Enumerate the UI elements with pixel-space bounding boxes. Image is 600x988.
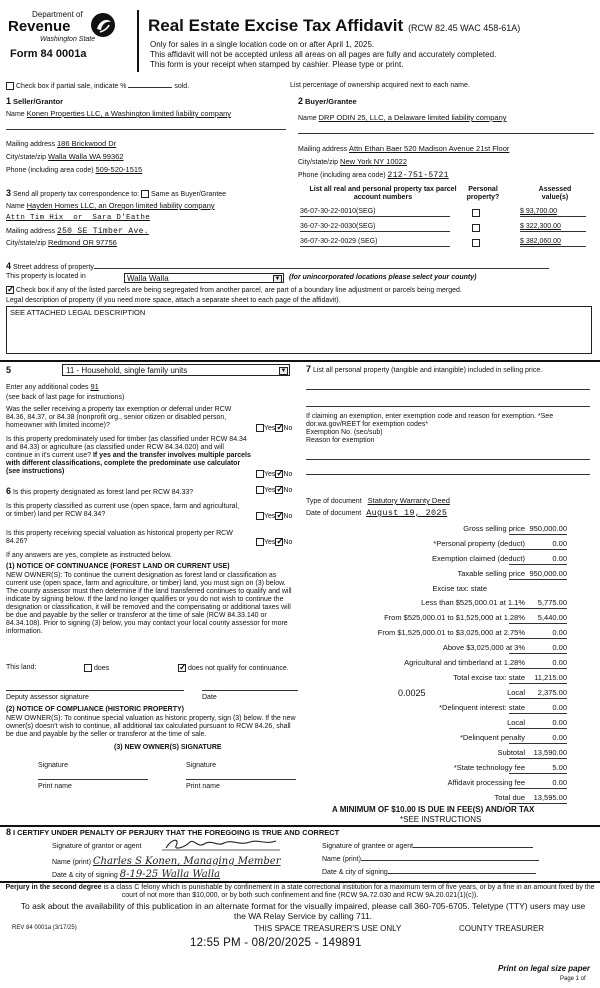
legal-desc-label: Legal description of property (if you need more space, attach a separate sheet to each page of the affidavit). (6, 296, 341, 304)
seller-section (6, 96, 286, 175)
new-owner-sig-title: (3) NEW OWNER(S) SIGNATURE (114, 744, 222, 751)
section-5-number: 5 (6, 365, 12, 375)
parcels-col1-header: List all real and personal property tax parcel account numbers (309, 186, 457, 202)
this-land-label: This land: (6, 664, 37, 671)
yes-label: Yes (264, 486, 276, 494)
location-select-value: Walla Walla (127, 274, 169, 284)
tax-corr-city-label: City/state/zip (6, 239, 47, 247)
buyer-section (298, 96, 594, 180)
fee-value[interactable]: 11,215.00 (509, 674, 567, 684)
fee-value[interactable]: 0.00 (509, 540, 567, 550)
current-use-yes-checkbox[interactable] (256, 512, 264, 520)
notice-compliance-title: (2) NOTICE OF COMPLIANCE (HISTORIC PROPERTY) (6, 706, 184, 713)
fee-value[interactable]: 5,775.00 (509, 599, 567, 609)
fee-label: Above $3,025,000 at 3% (442, 643, 525, 652)
section-divider (0, 881, 600, 883)
dept-big: Revenue (8, 18, 71, 35)
section-8-number: 8 (6, 827, 12, 837)
county-treasurer-label: COUNTY TREASURER (459, 924, 545, 933)
buyer-phone-label: Phone (including area code) (298, 172, 386, 180)
does-label: does (93, 664, 110, 672)
header-divider (137, 10, 139, 72)
parcels-col2-header: Personal property? (466, 186, 500, 202)
tax-corr-name-field[interactable]: Hayden Homes LLC, an Oregon limited liability company (26, 201, 215, 211)
buyer-city-label: City/state/zip (298, 159, 339, 167)
fee-value[interactable]: 950,000.00 (509, 570, 567, 580)
doc-date-field[interactable]: August 19, 2025 (366, 508, 448, 518)
revenue-swirl-icon (90, 12, 116, 38)
dor-logo (6, 10, 131, 70)
yes-label: Yes (264, 538, 276, 546)
subtitle-2: This affidavit will not be accepted unless all areas on all pages are fully and accurately completed. (150, 50, 497, 59)
seller-heading: Seller/Grantor (12, 97, 63, 106)
fee-value[interactable]: 13,590.00 (509, 749, 567, 759)
personal-property-checkbox[interactable] (472, 224, 480, 232)
no-label: No (283, 424, 293, 432)
tax-corr-text: Send all property tax correspondence to: (12, 191, 140, 198)
parcels-col3-header: Assessed value(s) (538, 186, 572, 202)
assessed-value[interactable]: $ 322,300.00 (520, 223, 586, 232)
grantor-sig-label: Signature of grantor or agent (52, 843, 142, 850)
subtitle-3: This form is your receipt when stamped by cashier. Please type or print. (150, 60, 404, 69)
does-not-label: does not qualify for continuance. (187, 664, 289, 672)
seller-phone-label: Phone (including area code) (6, 167, 94, 175)
uninc-note: (for unincorporated locations please select your county) (289, 274, 477, 282)
tax-corr-mail-label: Mailing address (6, 227, 56, 235)
fee-row (310, 585, 595, 597)
state-label: Washington State (40, 36, 96, 43)
fee-label: Local (507, 688, 525, 697)
grantee-date-row (322, 869, 536, 877)
segregation-label: Check box if any of the listed parcels are being segregated from another parcel, are part of a boundary line adjustment or parcels being merged. (15, 286, 462, 294)
partial-sale-row (6, 82, 189, 91)
doc-date-row (306, 509, 447, 519)
fee-value[interactable]: 0.00 (509, 704, 567, 714)
buyer-city-field[interactable]: New York NY 10022 (340, 157, 408, 167)
fee-value[interactable]: 0.00 (509, 779, 567, 789)
fee-row (310, 779, 595, 791)
use-code-select[interactable] (62, 364, 290, 376)
fee-value[interactable]: 5.00 (509, 764, 567, 774)
fee-row (310, 525, 595, 537)
grantor-date-label: Date & city of signing (52, 872, 118, 879)
perjury-bold: Perjury in the second degree (5, 884, 102, 891)
location-select[interactable] (124, 273, 284, 283)
fee-value[interactable]: 0.00 (509, 644, 567, 654)
seller-mail-label: Mailing address (6, 141, 56, 149)
assessed-value[interactable]: $ 93,700.00 (520, 208, 586, 217)
buyer-heading: Buyer/Grantee (304, 97, 357, 106)
q1-yes-checkbox[interactable] (256, 424, 264, 432)
fee-row (310, 749, 595, 761)
fee-label: *Personal property (deduct) (433, 539, 525, 548)
form-number: Form 84 0001a (10, 48, 87, 60)
tax-corr-attn-field[interactable]: Attn Tim Hix or Sara D'Eathe (6, 214, 151, 223)
fee-label: Less than $525,000.01 at 1.1% (421, 598, 525, 607)
same-as-buyer-checkbox[interactable] (141, 190, 149, 198)
fee-row (310, 764, 595, 776)
tax-corr-city-field[interactable]: Redmond OR 97756 (48, 237, 117, 247)
tax-corr-name-label: Name (6, 203, 25, 211)
q2-yes-checkbox[interactable] (256, 470, 264, 478)
owner-signature-label-1: Signature (38, 762, 68, 769)
doc-type-field[interactable]: Statutory Warranty Deed (367, 496, 450, 505)
personal-property-checkbox[interactable] (472, 209, 480, 217)
grantee-sig-label: Signature of grantee or agent (322, 843, 414, 850)
seller-city-field[interactable]: Walla Walla WA 99362 (48, 152, 124, 162)
legal-size-note: Print on legal size paper (498, 964, 591, 973)
rev-label: REV 84 0001a (3/17/25) (12, 925, 77, 931)
land-does-checkbox[interactable] (84, 664, 92, 672)
parcel-number[interactable]: 36-07-30-22-0029 (SEG) (300, 238, 450, 247)
fee-row (310, 734, 595, 746)
section-2-number: 2 (298, 96, 304, 106)
grantee-sig-row (322, 843, 533, 851)
grantee-name-row (322, 856, 539, 864)
title-code: (RCW 82.45 WAC 458-61A) (408, 23, 521, 33)
section-7-number: 7 (306, 364, 312, 374)
fee-label: *State technology fee (453, 763, 525, 772)
buyer-name-label: Name (298, 115, 317, 123)
fee-value[interactable]: 0.00 (509, 719, 567, 729)
grantor-sig-row (52, 843, 142, 851)
deputy-date-label: Date (202, 694, 217, 701)
grantor-name-field[interactable]: Charles S Konen, Managing Member (92, 856, 281, 867)
perjury-body: is a class C felony which is punishable by confinement in a state correctional institution for a maximum term of five years, or by a fine in an amount fixed by the court of not more than $10,000, or by both such confinement and fine (RCW 9A.72.030 and RCW 9A.20.021(1)(c)). (103, 884, 595, 900)
sold-label: sold. (174, 82, 190, 90)
no-label: No (283, 538, 293, 546)
grantor-signature[interactable] (162, 836, 280, 852)
section-7 (306, 364, 594, 475)
fee-label: From $1,525,000.01 to $3,025,000 at 2.75% (377, 628, 525, 637)
section-3-number: 3 (6, 188, 12, 198)
street-section (6, 261, 594, 354)
grantee-name-label: Name (print) (322, 856, 361, 863)
section-divider (0, 360, 600, 362)
fee-label: Gross selling price (463, 524, 525, 533)
use-code-value: 11 - Household, single family units (66, 366, 188, 375)
historic-yes-checkbox[interactable] (256, 538, 264, 546)
chevron-down-icon[interactable]: ▼ (280, 368, 287, 374)
seller-phone-field[interactable]: 509-520-1515 (95, 165, 143, 175)
seller-name-field[interactable]: Konen Properties LLC, a Washington limited liability company (26, 109, 232, 119)
see-back-note: (see back of last page for instructions) (6, 394, 125, 401)
perjury-text (2, 884, 598, 900)
fee-value[interactable]: 0.00 (509, 555, 567, 565)
doc-type-row (306, 497, 450, 506)
fee-label: Taxable selling price (457, 569, 525, 578)
fee-label: *Delinquent interest: state (439, 703, 525, 712)
yes-label: Yes (264, 512, 276, 520)
q1-no-checkbox[interactable] (275, 424, 283, 432)
doc-type-label: Type of document (306, 498, 362, 505)
buyer-phone-field[interactable]: 212-751-5721 (387, 171, 449, 181)
exemption-no-label: Exemption No. (sec/sub) (306, 429, 383, 437)
fee-row (310, 689, 595, 701)
exemption-text: If claiming an exemption, enter exemption code and reason for exemption. *See dor.wa.gov/REET for exemption codes* (306, 413, 554, 429)
section-4-number: 4 (6, 261, 12, 271)
fee-value[interactable]: 0.00 (509, 734, 567, 744)
seller-mail-field[interactable]: 186 Brickwood Dr (56, 139, 117, 149)
fee-row (310, 674, 595, 686)
cert-text: I CERTIFY UNDER PENALTY OF PERJURY THAT THE FOREGOING IS TRUE AND CORRECT (12, 828, 340, 837)
notice-continuance-title: (1) NOTICE OF CONTINUANCE (FOREST LAND OR CURRENT USE) (6, 563, 230, 570)
doc-date-label: Date of document (306, 510, 362, 517)
fee-value[interactable]: 2,375.00 (509, 689, 567, 699)
historic-no-checkbox[interactable] (275, 538, 283, 546)
same-as-buyer-label: Same as Buyer/Grantee (150, 191, 227, 198)
fee-row (310, 555, 595, 567)
current-use-no-checkbox[interactable] (275, 512, 283, 520)
ownership-pct-text: List percentage of ownership acquired next to each name. (290, 82, 470, 89)
page-number: Page 1 of (560, 976, 586, 982)
fee-label: Excise tax: state (432, 584, 487, 593)
current-use-question: Is this property classified as current use (open space, farm and agricultural, or timber) land per RCW 84.34? (6, 503, 240, 519)
timber-question-bold: If yes and the transfer involves multiple parcels with different classifications, complete the predominate use calculator (see instructions) (6, 452, 251, 476)
fee-label: Local (507, 718, 525, 727)
legal-desc-text: SEE ATTACHED LEGAL DESCRIPTION (10, 307, 146, 317)
forest-no-checkbox[interactable] (275, 486, 283, 494)
minimum-due: A MINIMUM OF $10.00 IS DUE IN FEE(S) AND/OR TAX (332, 805, 535, 814)
fee-row (310, 704, 595, 716)
fee-row (310, 719, 595, 731)
owner-signature-label-2: Signature (186, 762, 216, 769)
treasurer-only-label: THIS SPACE TREASURER'S USE ONLY (254, 924, 402, 933)
fee-row (310, 570, 595, 582)
parcel-row (298, 238, 588, 250)
seller-city-label: City/state/zip (6, 154, 47, 162)
alt-format-text: To ask about the availability of this publication in an alternate format for the visually impaired, please call 360-705-6705. Teletype (TTY) users may use the WA Relay Service by calling 711. (20, 901, 586, 921)
fee-row (310, 629, 595, 641)
buyer-name-field[interactable]: DRP ODIN 25, LLC, a Delaware limited liability company (318, 113, 507, 123)
cashier-stamp: 12:55 PM - 08/20/2025 - 149891 (190, 937, 362, 949)
subtitle-1: Only for sales in a single location code on or after April 1, 2025. (150, 40, 375, 49)
fee-row (310, 599, 595, 611)
no-label: No (283, 486, 293, 494)
fee-value[interactable]: 5,440.00 (509, 614, 567, 624)
parcel-row (298, 208, 588, 220)
fee-value[interactable]: 13,595.00 (509, 794, 567, 804)
fee-label: Agricultural and timberland at 1.28% (404, 658, 525, 667)
form-title (148, 16, 520, 36)
buyer-mail-field[interactable]: Attn Ethan Baer 520 Madison Avenue 21st Floor (348, 144, 510, 154)
located-label: This property is located in (6, 273, 86, 281)
tax-corr-mail-field[interactable]: 250 SE Timber Ave. (56, 226, 149, 236)
fee-row (310, 540, 595, 552)
fee-label: Total due (494, 793, 525, 802)
owner-print-name-label-1: Print name (38, 783, 72, 790)
addl-codes-field[interactable]: 91 (90, 382, 99, 391)
no-label: No (283, 512, 293, 520)
timber-question: Is this property predominately used for timber (as classified under RCW 84.34 and 84.33) or agriculture (as classified under RCW 84.34.020) and will continue in it's current use? (6, 436, 247, 460)
personal-property-text: List all personal property (tangible and intangible) included in selling price. (312, 367, 543, 374)
chevron-down-icon[interactable]: ▼ (274, 276, 281, 283)
parcel-row (298, 223, 588, 235)
parcel-number[interactable]: 36-07-30-22-0010(SEG) (300, 208, 450, 217)
partial-sale-label: Check box if partial sale, indicate % (15, 82, 127, 90)
notice-continuance-body: NEW OWNER(S): To continue the current designation as forest land or classification as current use (open space, farm and agriculture, or timber) land, you must sign on (3) below. The county assessor must then determine if the land transferred continues to qualify and will indicate by signing below. If the land no longer qualifies or you do not wish to continue the designation or classification, it will be removed and the compensating or additional taxes will be due and payable by the seller or transferor at the time of sale (RCW 84.33.140 or 84.34.108). Prior to signing (3) below, you may contact your local county assessor for more information. (6, 572, 292, 636)
exemption-reason-label: Reason for exemption (306, 437, 375, 445)
legal-desc-box[interactable] (6, 306, 592, 354)
grantor-name-label: Name (print) (52, 859, 91, 866)
deputy-sig-label: Deputy assessor signature (6, 694, 89, 701)
fee-row (310, 644, 595, 656)
notice-compliance-body: NEW OWNER(S): To continue special valuation as historic property, sign (3) below. If the new owner(s) doesn't wish to continue, all additional tax calculated pursuant to RCW 84.26, shall be due and payable by the seller or transferor at the time of sale. (6, 715, 296, 739)
fee-value[interactable]: 0.00 (509, 659, 567, 669)
section-6-number: 6 (6, 486, 12, 496)
any-yes-note: If any answers are yes, complete as instructed below. (6, 552, 172, 559)
yes-label: Yes (264, 470, 276, 478)
fee-label: Subtotal (497, 748, 525, 757)
personal-property-checkbox[interactable] (472, 239, 480, 247)
exemption-question: Was the seller receiving a property tax exemption or deferral under RCW 84.36, 84.37, or 84.38 (nonprofit org., senior citizen or disabled person, homeowner with limited income)? (6, 406, 232, 430)
historic-question: Is this property receiving special valuation as historical property per RCW 84.26? (6, 530, 233, 546)
dept-small: Department of (32, 10, 83, 19)
partial-sale-checkbox[interactable] (6, 82, 14, 90)
seller-name-label: Name (6, 111, 25, 119)
grantor-date-row (52, 869, 220, 881)
assessed-value[interactable]: $ 382,060.00 (520, 238, 586, 247)
fee-row (310, 614, 595, 626)
street-label: Street address of property (12, 264, 94, 271)
fee-label: Affidavit processing fee (447, 778, 525, 787)
addl-codes-label: Enter any additional codes (6, 384, 89, 391)
grantor-name-row (52, 856, 281, 868)
fee-value[interactable]: 0.00 (509, 629, 567, 639)
fee-label: *Delinquent penalty (459, 733, 525, 742)
no-label: No (283, 470, 293, 478)
local-rate: 0.0025 (398, 688, 426, 698)
grantee-date-label: Date & city of signing (322, 869, 388, 876)
owner-print-name-label-2: Print name (186, 783, 220, 790)
q2-no-checkbox[interactable] (275, 470, 283, 478)
fee-label: Exemption claimed (deduct) (432, 554, 525, 563)
see-instructions: *SEE INSTRUCTIONS (400, 815, 482, 824)
forest-question: Is this property designated as forest land per RCW 84.33? (12, 489, 194, 496)
parcel-number[interactable]: 36-07-30-22-0030(SEG) (300, 223, 450, 232)
section-1-number: 1 (6, 96, 12, 106)
land-does-not-checkbox[interactable] (178, 664, 186, 672)
fee-row (310, 659, 595, 671)
forest-yes-checkbox[interactable] (256, 486, 264, 494)
buyer-mail-label: Mailing address (298, 146, 348, 154)
fee-label: Total excise tax: state (453, 673, 525, 682)
fee-label: From $525,000.01 to $1,525,000 at 1.28% (384, 613, 525, 622)
tax-correspondence-section (6, 188, 291, 248)
title-text: Real Estate Excise Tax Affidavit (148, 16, 404, 35)
segregation-checkbox[interactable] (6, 286, 14, 294)
grantor-date-field[interactable]: 8-19-25 Walla Walla (119, 869, 221, 880)
fee-value[interactable]: 950,000.00 (509, 525, 567, 535)
yes-label: Yes (264, 424, 276, 432)
